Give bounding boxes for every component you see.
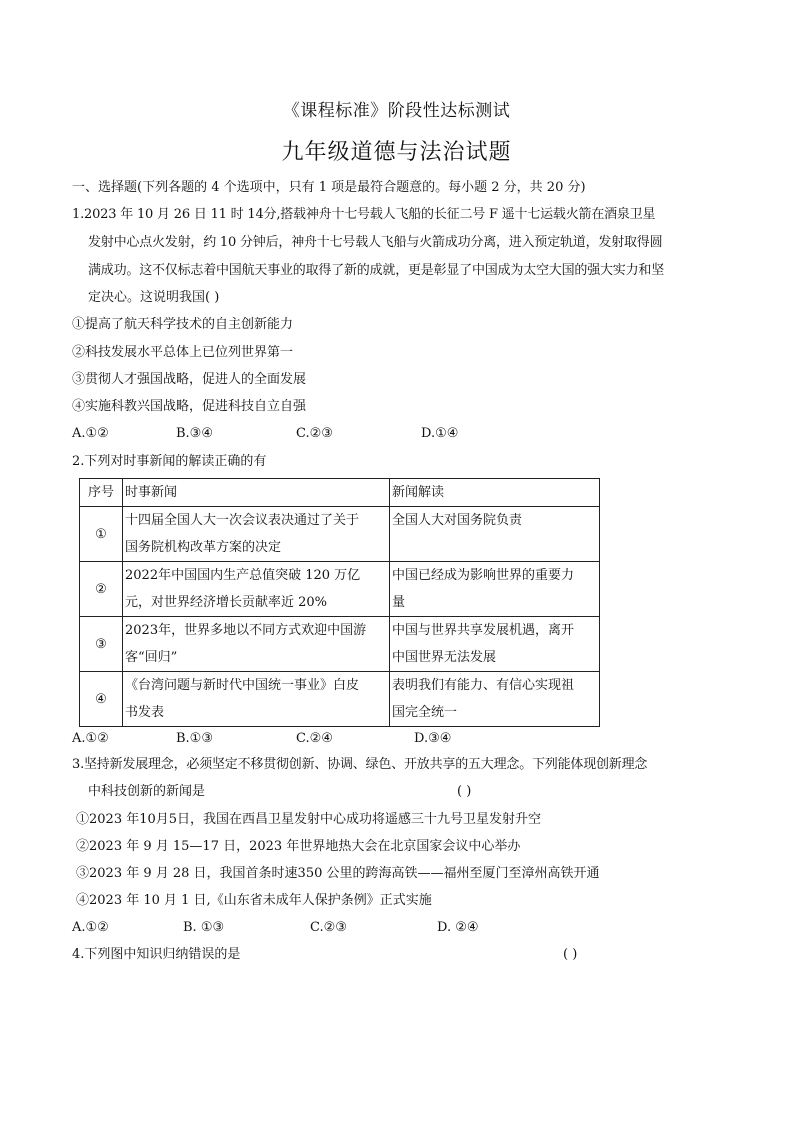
row-number: ② (80, 562, 123, 617)
q1-statement-4: ④实施科教兴国战略，促进科技自立自强 (72, 399, 307, 414)
row-news-line: 书发表 (125, 705, 165, 720)
row-news-line: 2022年中国国内生产总值突破 120 万亿 (125, 568, 361, 583)
row-news-line: 客“回归” (125, 650, 178, 665)
row-news (123, 507, 390, 562)
q3-line-1: 3.坚持新发展理念，必须坚定不移贯彻创新、协调、绿色、开放共享的五大理念。下列能体现创新理念 (72, 757, 648, 772)
q4-stem: 4.下列图中知识归纳错误的是 (72, 947, 241, 962)
row-news-line: 国务院机构改革方案的决定 (125, 540, 282, 555)
q3-option-b: B. ①③ (183, 920, 225, 935)
row-number: ① (80, 507, 123, 562)
q1-option-a: A.①② (72, 426, 109, 441)
row-interpretation (390, 617, 600, 672)
q2-stem: 2.下列对时事新闻的解读正确的有 (72, 454, 267, 469)
row-interp-line: 中国世界无法发展 (392, 650, 497, 665)
q1-statement-3: ③贯彻人才强国战略，促进人的全面发展 (72, 372, 307, 387)
row-news-line: 2023年，世界多地以不同方式欢迎中国游 (125, 623, 367, 638)
table-row (80, 672, 600, 727)
row-news-line: 元，对世界经济增长贡献率近 20% (125, 595, 328, 610)
q1-option-c: C.②③ (296, 426, 333, 441)
q1-line-1: 1.2023 年 10 月 26 日 11 时 14分,搭载神舟十七号载人飞船的长征二号 F 遥十七运载火箭在酒泉卫星 (72, 207, 656, 222)
q1-statement-1: ①提高了航天科学技术的自主创新能力 (72, 317, 294, 332)
row-interpretation (390, 672, 600, 727)
row-interp-line: 中国已经成为影响世界的重要力 (392, 568, 575, 583)
row-interpretation (390, 507, 600, 562)
q2-option-c: C.②④ (296, 731, 333, 746)
q3-option-d: D. ②④ (437, 920, 479, 935)
table-row (80, 617, 600, 672)
exam-subtitle: 《课程标准》阶段性达标测试 (282, 101, 511, 121)
row-news (123, 672, 390, 727)
header-serial: 序号 (80, 479, 123, 507)
q1-statement-2: ②科技发展水平总体上已位列世界第一 (72, 345, 294, 360)
row-news (123, 617, 390, 672)
q3-option-a: A.①② (72, 920, 109, 935)
row-news-line: 十四届全国人大一次会议表决通过了关于 (125, 513, 360, 528)
row-news (123, 562, 390, 617)
row-interp-line: 国完全统一 (392, 705, 458, 720)
header-news: 时事新闻 (123, 479, 390, 507)
q3-statement-4: ④2023 年 10 月 1 日,《山东省未成年人保护条例》正式实施 (76, 893, 432, 908)
row-interp-line (392, 534, 597, 561)
q4-answer-blank: ( ) (563, 947, 578, 962)
news-table (79, 478, 600, 727)
q3-statement-1: ①2023 年10月5日，我国在西昌卫星发射中心成功将遥感三十九号卫星发射升空 (76, 812, 542, 827)
q3-answer-blank: ( ) (457, 784, 472, 799)
q2-option-a: A.①② (72, 731, 109, 746)
row-interpretation (390, 562, 600, 617)
exam-title: 九年级道德与法治试题 (281, 140, 512, 165)
table-row (80, 562, 600, 617)
section-heading: 一、选择题(下列各题的 4 个选项中，只有 1 项是最符合题意的。每小题 2 分，共 20 分) (72, 180, 586, 195)
q1-line-4: 定决心。这说明我国( ) (88, 290, 220, 305)
row-number: ③ (80, 617, 123, 672)
q1-line-3: 满成功。这不仅标志着中国航天事业的取得了新的成就，更是彰显了中国成为太空大国的强大实力和坚 (88, 263, 665, 278)
header-interpretation: 新闻解读 (390, 479, 600, 507)
row-interp-line: 表明我们有能力、有信心实现祖 (392, 678, 575, 693)
q3-statement-3: ③2023 年 9 月 28 日，我国首条时速350 公里的跨海高铁——福州至厦门至漳州高铁开通 (76, 866, 600, 881)
q3-line-2: 中科技创新的新闻是 (88, 784, 206, 799)
q1-option-b: B.③④ (176, 426, 213, 441)
q1-line-2: 发射中心点火发射，约 10 分钟后，神舟十七号载人飞船与火箭成功分离，进入预定轨道，发射取得圆 (88, 235, 663, 250)
q1-option-d: D.①④ (421, 426, 459, 441)
q3-option-c: C.②③ (310, 920, 347, 935)
table-row (80, 507, 600, 562)
row-news-line: 《台湾问题与新时代中国统一事业》白皮 (125, 678, 360, 693)
row-interp-line: 量 (392, 595, 406, 610)
row-interp-line: 全国人大对国务院负责 (392, 513, 523, 528)
row-interp-line: 中国与世界共享发展机遇，离开 (392, 623, 575, 638)
q2-option-d: D.③④ (414, 731, 452, 746)
q2-option-b: B.①③ (176, 731, 213, 746)
q3-statement-2: ②2023 年 9 月 15—17 日，2023 年世界地热大会在北京国家会议中心举办 (76, 839, 521, 854)
row-number: ④ (80, 672, 123, 727)
table-header-row (80, 479, 600, 507)
